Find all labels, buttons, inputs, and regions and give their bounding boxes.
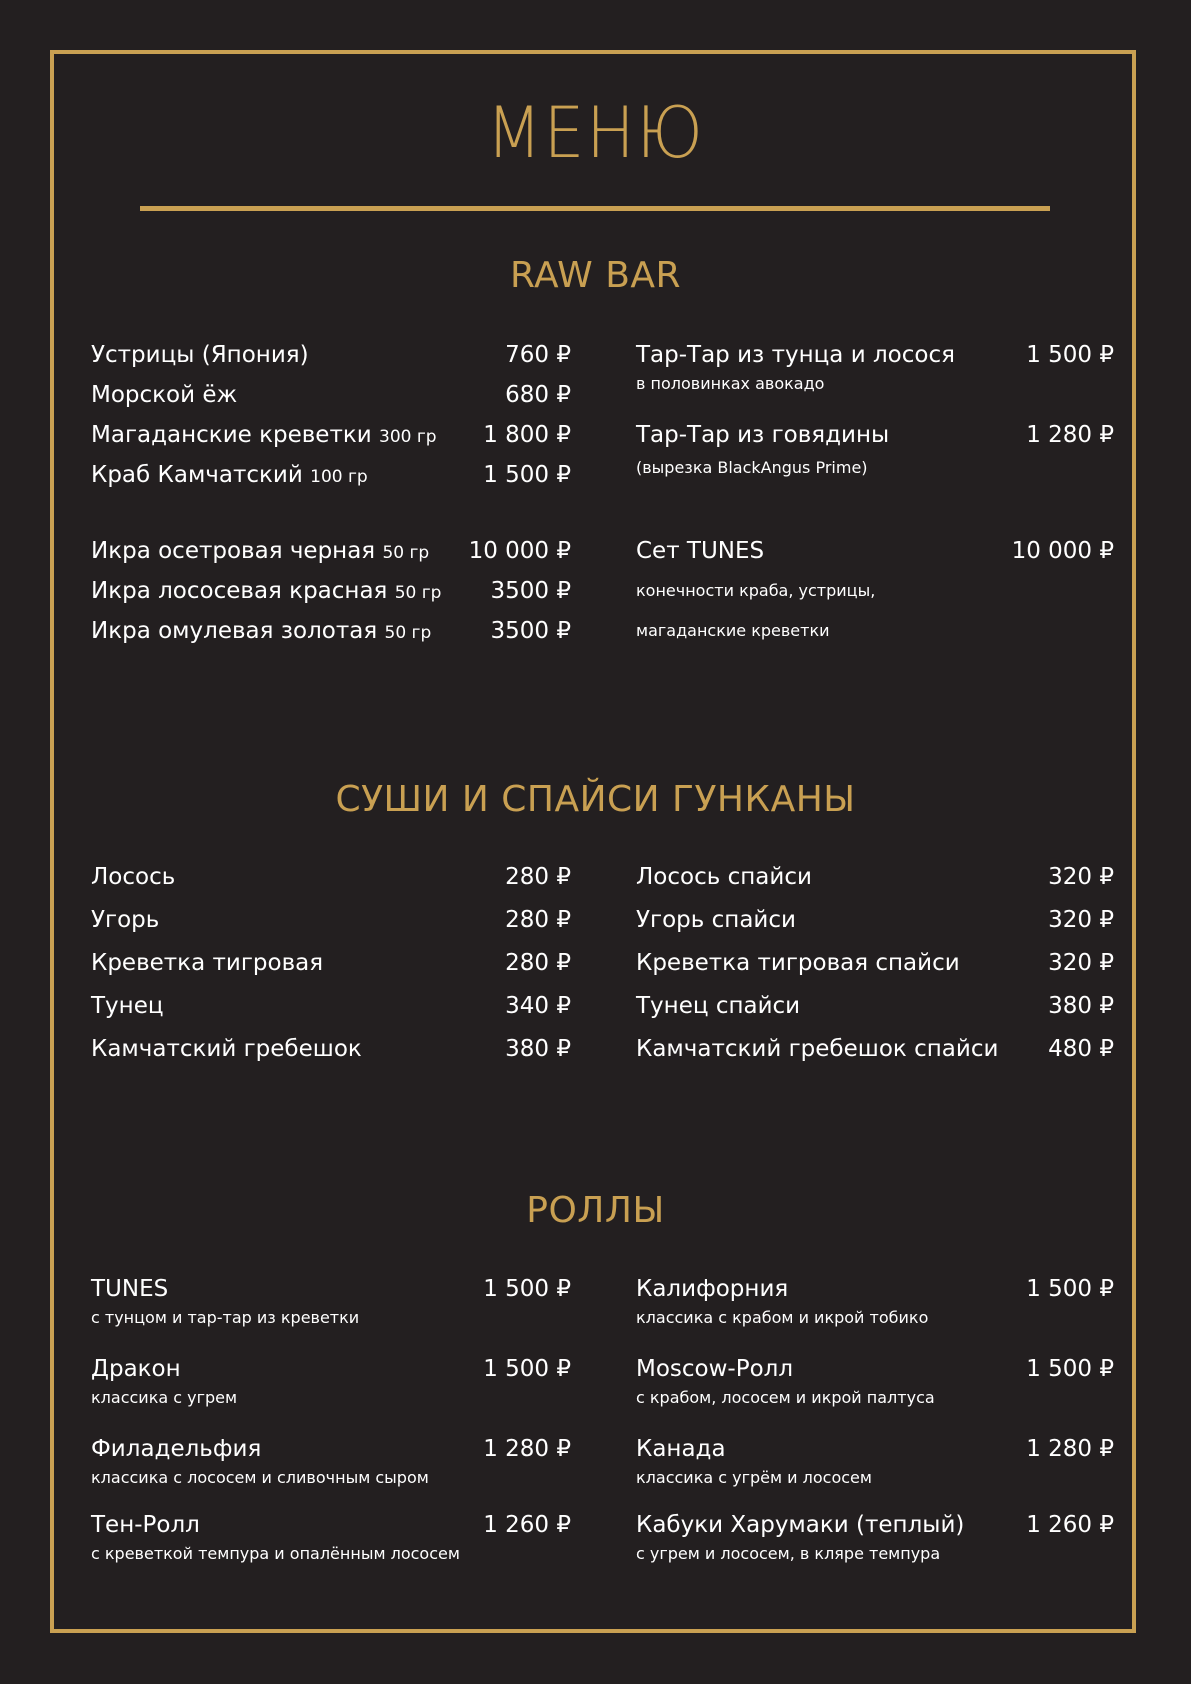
- item-price: 320 ₽: [1048, 864, 1114, 890]
- item-price: 3500 ₽: [490, 618, 571, 644]
- menu-item: [91, 620, 571, 643]
- item-name: [91, 464, 368, 487]
- item-name: Креветка тигровая спайси: [636, 950, 960, 976]
- item-name: Тунец спайси: [636, 993, 801, 1019]
- item-name: Угорь спайси: [636, 907, 796, 933]
- item-name: Устрицы (Япония): [91, 342, 309, 368]
- item-name: Угорь: [91, 907, 160, 933]
- item-price: 320 ₽: [1048, 950, 1114, 976]
- item-name-text: Краб Камчатский: [91, 462, 303, 488]
- item-description: с крабом, лососем и икрой палтуса: [636, 1388, 935, 1407]
- item-name: Морской ёж: [91, 382, 238, 408]
- raw-bar-title: RAW BAR: [509, 255, 682, 296]
- item-name: Лосось спайси: [636, 864, 812, 890]
- item-price: 280 ₽: [505, 907, 571, 933]
- item-name-text: Магаданские креветки: [91, 422, 372, 448]
- item-price: 10 000 ₽: [1011, 538, 1114, 564]
- item-name-text: Икра омулевая золотая: [91, 618, 378, 644]
- item-weight: 50 гр: [384, 623, 432, 643]
- menu-item: [636, 909, 1114, 932]
- item-name: Тен-Ролл: [91, 1512, 200, 1538]
- item-price: 280 ₽: [505, 864, 571, 890]
- sushi-section-title: СУШИ И СПАЙСИ ГУНКАНЫ: [335, 779, 856, 820]
- item-price: 380 ₽: [1048, 993, 1114, 1019]
- item-name: [91, 540, 429, 563]
- menu-item: [91, 1038, 571, 1061]
- item-price: 380 ₽: [505, 1036, 571, 1062]
- item-description: магаданские креветки: [636, 621, 830, 640]
- item-name: TUNES: [91, 1276, 169, 1302]
- menu-item: [636, 538, 1114, 640]
- menu-item: [91, 1278, 571, 1326]
- item-price: 760 ₽: [505, 342, 571, 368]
- item-price: 680 ₽: [505, 382, 571, 408]
- item-name: Сет TUNES: [636, 538, 765, 564]
- menu-item: [91, 1358, 571, 1406]
- menu-item: [91, 464, 571, 487]
- menu-item: [636, 424, 1114, 476]
- menu-item: [636, 995, 1114, 1018]
- item-name: Тунец: [91, 993, 164, 1019]
- item-weight: 50 гр: [394, 583, 442, 603]
- item-name: Камчатский гребешок: [91, 1036, 362, 1062]
- item-description: с креветкой темпура и опалённым лососем: [91, 1544, 460, 1563]
- title-divider: [140, 206, 1050, 211]
- item-price: 1 260 ₽: [483, 1512, 571, 1538]
- item-name: Дракон: [91, 1356, 181, 1382]
- item-description: в половинках авокадо: [636, 374, 825, 393]
- menu-item: [636, 1278, 1114, 1326]
- menu-item: [636, 952, 1114, 975]
- item-name: Филадельфия: [91, 1436, 262, 1462]
- item-name: [91, 620, 431, 643]
- menu-item: [636, 1438, 1114, 1486]
- item-price: 1 280 ₽: [1026, 1436, 1114, 1462]
- item-description: с угрем и лососем, в кляре темпура: [636, 1544, 941, 1563]
- item-price: 1 500 ₽: [483, 1276, 571, 1302]
- item-name: Кабуки Харумаки (теплый): [636, 1512, 965, 1538]
- menu-item: [91, 580, 571, 603]
- item-price: 340 ₽: [505, 993, 571, 1019]
- menu-item: [636, 1358, 1114, 1406]
- item-name: Лосось: [91, 864, 176, 890]
- item-price: 1 280 ₽: [1026, 422, 1114, 448]
- item-name: Тар-Тар из тунца и лосося: [636, 342, 955, 368]
- item-description: классика с лососем и сливочным сыром: [91, 1468, 429, 1487]
- item-price: 10 000 ₽: [468, 538, 571, 564]
- item-name: Канада: [636, 1436, 726, 1462]
- menu-item: [91, 909, 571, 932]
- item-price: 1 500 ₽: [1026, 1276, 1114, 1302]
- item-price: 1 800 ₽: [483, 422, 571, 448]
- menu-title: МЕНЮ: [486, 92, 705, 174]
- item-name: Moscow-Ролл: [636, 1356, 794, 1382]
- item-weight: 50 гр: [382, 543, 430, 563]
- item-price: 1 500 ₽: [483, 1356, 571, 1382]
- item-name-text: Икра осетровая черная: [91, 538, 376, 564]
- item-weight: 300 гр: [379, 427, 437, 447]
- item-name: Калифорния: [636, 1276, 789, 1302]
- item-description: с тунцом и тар-тар из креветки: [91, 1308, 360, 1327]
- menu-item: [636, 1514, 1114, 1562]
- item-price: 480 ₽: [1048, 1036, 1114, 1062]
- menu-item: [91, 344, 571, 367]
- item-description: классика с крабом и икрой тобико: [636, 1308, 929, 1327]
- menu-item: [91, 995, 571, 1018]
- item-price: 1 500 ₽: [1026, 1356, 1114, 1382]
- menu-item: [636, 344, 1114, 392]
- rolls-section-title: РОЛЛЫ: [526, 1190, 665, 1231]
- item-description: конечности краба, устрицы,: [636, 581, 876, 600]
- item-name: [91, 424, 437, 447]
- menu-item: [91, 952, 571, 975]
- item-name-text: Икра лососевая красная: [91, 578, 388, 604]
- menu-item: [91, 540, 571, 563]
- menu-item: [91, 866, 571, 889]
- item-price: 1 280 ₽: [483, 1436, 571, 1462]
- item-description: классика с угрём и лососем: [636, 1468, 872, 1487]
- item-weight: 100 гр: [310, 467, 368, 487]
- item-price: 1 500 ₽: [1026, 342, 1114, 368]
- item-name: Тар-Тар из говядины: [636, 422, 890, 448]
- item-description: (вырезка BlackAngus Prime): [636, 458, 868, 477]
- menu-item: [636, 866, 1114, 889]
- menu-item: [636, 1038, 1114, 1061]
- item-price: 280 ₽: [505, 950, 571, 976]
- item-name: [91, 580, 441, 603]
- item-price: 3500 ₽: [490, 578, 571, 604]
- item-description: классика с угрем: [91, 1388, 238, 1407]
- menu-item: [91, 424, 571, 447]
- item-price: 1 500 ₽: [483, 462, 571, 488]
- item-price: 320 ₽: [1048, 907, 1114, 933]
- item-name: Креветка тигровая: [91, 950, 324, 976]
- item-name: Камчатский гребешок спайси: [636, 1036, 999, 1062]
- menu-item: [91, 384, 571, 407]
- item-price: 1 260 ₽: [1026, 1512, 1114, 1538]
- menu-item: [91, 1438, 571, 1486]
- menu-item: [91, 1514, 571, 1562]
